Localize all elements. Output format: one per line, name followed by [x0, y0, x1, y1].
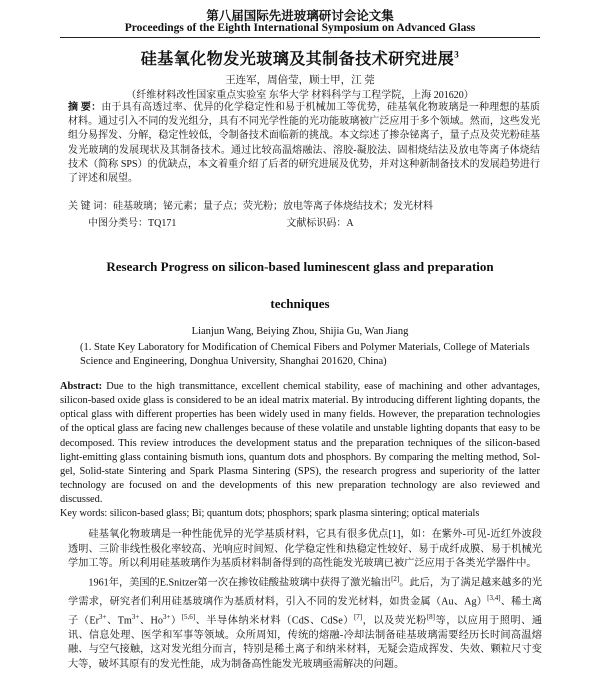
abstract-cn-label: 摘 要：	[68, 102, 102, 113]
paper-title-en-line2: techniques	[270, 296, 330, 311]
abstract-en-label: Abstract:	[60, 381, 103, 392]
keywords-cn-label: 关 键 词：	[68, 201, 113, 212]
citation-7: [7]	[353, 612, 363, 621]
para2-seg-g: 、半导体纳米材料（CdS、CdSe）	[195, 615, 354, 627]
ho-charge: 3+	[162, 612, 171, 621]
clc-label: 中图分类号：	[88, 218, 148, 229]
keywords-en-text: silicon-based glass; Bi; quantum dots; phosphors; spark plasma sintering; optical materials	[107, 508, 480, 519]
doc-code-value: A	[346, 218, 354, 229]
abstract-en-text: Due to the high transmittance, excellent chemical stability, ease of machining and other advantages, silicon-based oxide glass is considered to be an ideal matrix material. By introducing different lighting dopants, the optical glass with different properties has been widely used in many fields. However, the preparation technologies of the optical glass are facing new challenges because of these volatile and unstable lighting dopants that easy to be decomposed. This review introduces the development status and the preparation techniques of the silicon-based light-emitting glass containing bismuth ions, quantum dots and phosphors. By comparing the melting method, Sol-gel, Solid-state Sintering and Spark Plasma Sintering (SPS), the research progress and superiority of the latter technology are focused on and the developments of this new preparation technology are also reviewed and discussed.	[60, 381, 540, 506]
clc-value: TQ171	[148, 218, 177, 229]
classification-line	[88, 214, 528, 229]
authors-en: Lianjun Wang, Beiying Zhou, Shijia Gu, Wan Jiang	[191, 326, 409, 337]
paper-title-cn	[0, 46, 600, 69]
authors-cn: 王连军，周倍莹，顾士甲，江 莞	[225, 75, 375, 86]
para2-seg-f: ）	[170, 615, 182, 627]
para2-seg-i: 等，以应用于照明、通讯、信息处理、医学和军事等领域。众所周知，传统的熔融-冷却法制备硅基玻璃需要经历长时间高温熔融、与空气接触，这对发光组分而言，特别是稀土离子和纳米材料，无疑会造成挥发、失效、颗粒尺寸变大等，破坏其原有的发光性能，成为制备高性能发光玻璃亟需解决的问题。	[68, 615, 543, 670]
abstract-cn-text: 由于具有高透过率、优异的化学稳定性和易于机械加工等优势，硅基氧化物玻璃是一种理想的基质材料。通过引入不同的发光组分，具有不同光学性能的光功能玻璃被广泛应用于多个领域。然而，这些发光组分易挥发、分解，稳定性较低，令制备技术面临新的挑战。本文综述了掺杂铋离子，量子点及荧光粉硅基发光玻璃的发展现状及其制备技术。通过比较高温熔融法、溶胶-凝胶法、固相烧结法及放电等离子体烧结技术（简称 SPS）的优缺点，本文着重介绍了后者的研究进展及优势，并对这种新制备技术的发展趋势进行了评述和展望。	[68, 102, 541, 185]
para2-seg-e: 、Ho	[139, 615, 163, 627]
affiliation-en: (1. State Key Laboratory for Modification of Chemical Fibers and Polymer Materials, College of Materials Science and Engineering, Donghua University, Shanghai 201620, China)	[80, 342, 530, 367]
keywords-cn	[68, 200, 540, 214]
paper-title-cn-text: 硅基氧化物发光玻璃及其制备技术研究进展	[140, 51, 455, 68]
header-divider	[60, 37, 540, 38]
para2-seg-b: 。此后，为了满足越来越多的光学需求，研究者们利用硅基玻璃作为基质材料，引入不同的发光材料，如贵金属（Au、Ag）	[68, 577, 542, 608]
body-text	[68, 528, 542, 673]
citation-2: [2]	[391, 574, 400, 583]
er-charge: 3+	[99, 612, 107, 621]
citation-8: [8]	[426, 612, 436, 621]
conference-title-en: Proceedings of the Eighth International Symposium on Advanced Glass	[124, 22, 476, 34]
keywords-en-label: Key words:	[60, 508, 108, 519]
para2-seg-c: 、稀土离子（Er	[68, 596, 543, 627]
body-paragraph-2	[68, 572, 542, 673]
paper-title-en-line1: Research Progress on silicon-based luminescent glass and preparation	[106, 259, 494, 274]
conference-title-cn: 第八届国际先进玻璃研讨会论文集	[206, 9, 394, 23]
para2-seg-d: 、Tm	[106, 615, 132, 627]
citation-5-6: [5,6]	[181, 612, 196, 621]
citation-3-4: [3,4]	[487, 593, 501, 602]
body-paragraph-1: 硅基氧化物玻璃是一种性能优异的光学基质材料，它具有很多优点[1]，如：在紫外-可见-近红外波段透明、三阶非线性极化率较高、光响应时间短、化学稳定性和热稳定性较好、易于成纤成膜、易于机械光学加工等。所以利用硅基玻璃作为基质材料制备得到的高性能发光玻璃已被广泛应用于各类光学器件中。	[68, 529, 542, 570]
paper-title-en	[0, 248, 600, 322]
doc-code-label: 文献标识码：	[286, 218, 347, 229]
para2-seg-a: 1961年，美国的E.Snitzer第一次在掺钕硅酸盐玻璃中获得了激光输出	[88, 577, 392, 589]
affiliation-cn: （纤维材料改性国家重点实验室 东华大学 材料科学与工程学院，上海 201620）	[126, 90, 474, 101]
keywords-cn-text: 硅基玻璃；铋元素；量子点；荧光粉；放电等离子体烧结技术；发光材料	[113, 201, 433, 212]
abstract-cn	[68, 101, 540, 186]
abstract-en	[60, 380, 540, 507]
tm-charge: 3+	[131, 612, 140, 621]
title-footnote-mark: 3	[454, 49, 460, 60]
keywords-en	[60, 508, 540, 519]
para2-seg-h: ，以及荧光粉	[362, 615, 427, 627]
